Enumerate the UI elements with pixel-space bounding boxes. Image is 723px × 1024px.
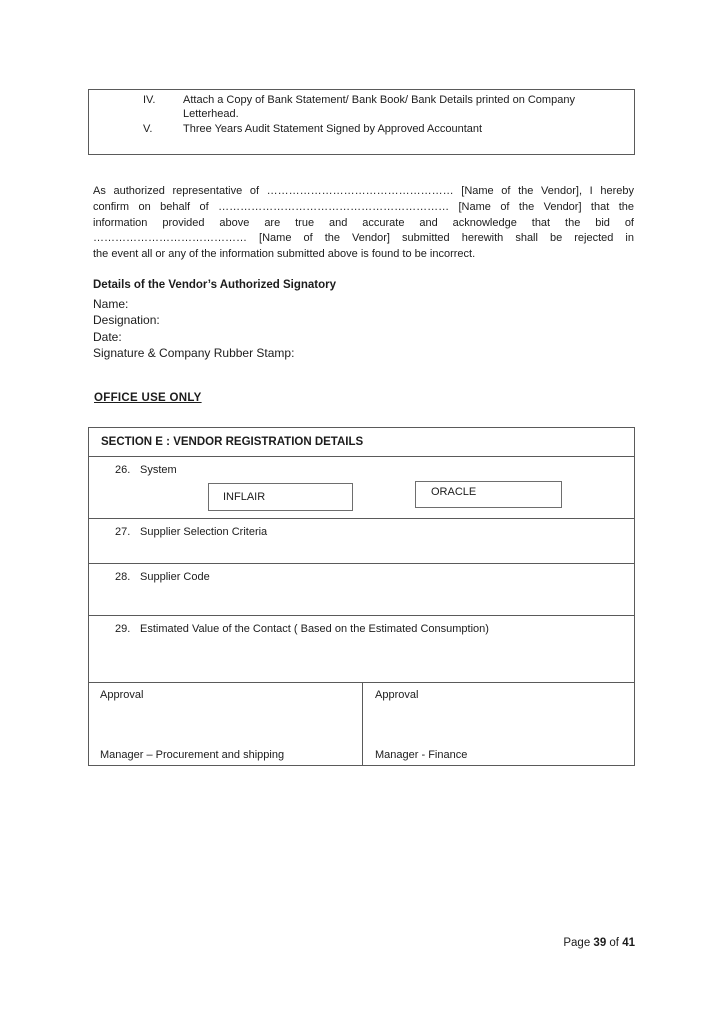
declaration-line: …………………………………… [Name of the Vendor] submitted herewith shall be rejected in: [93, 232, 634, 245]
row-text: System: [140, 464, 177, 476]
declaration-line: confirm on behalf of ……………………………………………………… [Name of the Vendor] that the: [93, 200, 634, 213]
footer-page-number: 39: [593, 937, 607, 949]
row-number: 26.: [115, 464, 131, 476]
checklist-item-text: Three Years Audit Statement Signed by Approved Accountant: [183, 122, 483, 135]
approval-title: Approval: [100, 689, 144, 701]
row-number: 28.: [115, 571, 131, 583]
section-e-header: SECTION E : VENDOR REGISTRATION DETAILS: [101, 436, 364, 448]
signatory-field-date: Date:: [93, 329, 122, 344]
table-row-system: [89, 456, 634, 518]
table-row-supplier-code: [89, 563, 634, 615]
row-label: [89, 519, 634, 538]
checklist-item: [143, 122, 634, 136]
signatory-field-name: Name:: [93, 297, 129, 311]
table-row-estimated-value: [89, 615, 634, 682]
declaration-line: the event all or any of the information submitted above is found to be incorrect.: [93, 248, 476, 261]
table-row-approvals: [89, 682, 634, 765]
checklist-item-number: V.: [143, 122, 153, 135]
signatory-fields: [93, 296, 294, 362]
signatory-field-designation: Designation:: [93, 313, 160, 328]
footer-of-word: of: [606, 937, 623, 949]
system-option-label: INFLAIR: [223, 491, 266, 503]
approval-role: Manager – Procurement and shipping: [100, 749, 285, 761]
approval-title: Approval: [375, 689, 419, 701]
table-row-supplier-selection-criteria: [89, 518, 634, 563]
section-e-table: [88, 427, 635, 766]
page-number-footer: [563, 937, 635, 949]
declaration-line: information provided above are true and accurate and acknowledge that the bid of: [93, 216, 634, 229]
row-number: 27.: [115, 526, 131, 538]
row-label: [89, 564, 634, 583]
row-label: [89, 616, 634, 635]
checklist-item-text: Attach a Copy of Bank Statement/ Bank Book/ Bank Details printed on Company Letterhead.: [183, 94, 575, 121]
approval-role: Manager - Finance: [375, 749, 468, 761]
declaration-line: As authorized representative of …………………………………………… [Name of the Vendor], I hereby: [93, 185, 634, 197]
attachments-checklist-box: [88, 89, 635, 155]
checklist-item-number: IV.: [143, 94, 156, 106]
footer-total-pages: 41: [622, 937, 635, 949]
footer-page-word: Page: [563, 937, 594, 949]
row-text: Estimated Value of the Contact ( Based on the Estimated Consumption): [140, 623, 489, 635]
system-option-label: ORACLE: [431, 486, 477, 498]
approval-cell-finance: [363, 683, 634, 765]
signatory-field-signature-stamp: Signature & Company Rubber Stamp:: [93, 346, 295, 361]
row-text: Supplier Code: [140, 571, 210, 583]
signatory-heading: Details of the Vendor’s Authorized Signatory: [93, 279, 337, 291]
office-use-only-label: OFFICE USE ONLY: [94, 392, 202, 404]
row-number: 29.: [115, 623, 131, 635]
approval-cell-procurement: [89, 683, 363, 765]
row-text: Supplier Selection Criteria: [140, 526, 268, 538]
row-label: [89, 457, 634, 476]
system-option-oracle-box: [415, 481, 562, 508]
declaration-paragraph: [93, 184, 634, 263]
system-option-inflair-box: [208, 483, 353, 511]
checklist-item: [143, 93, 634, 122]
